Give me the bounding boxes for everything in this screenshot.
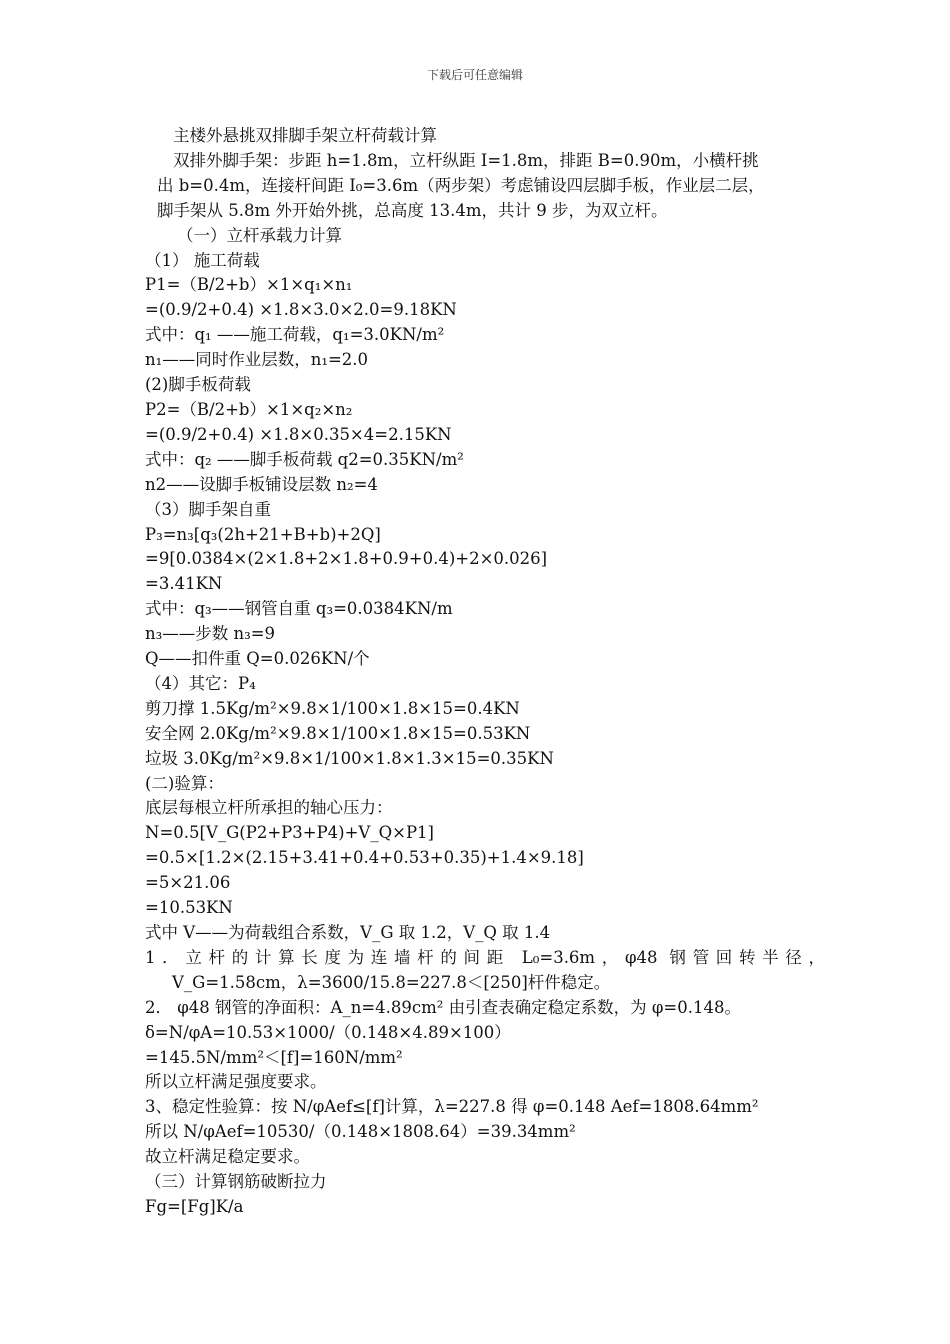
text-line: 底层每根立杆所承担的轴心压力： [145,798,393,818]
text-line: 1．立杆的计算长度为连墙杆的间距 L₀=3.6m，φ48 钢管回转半径， [145,947,825,967]
intro-line-2: 出 b=0.4m，连接杆间距 I₀=3.6m（两步架）考虑铺设四层脚手板，作业层二层， [157,175,765,195]
page-header: 下载后可任意编辑 [426,68,523,82]
text-line: （3）脚手架自重 [145,499,271,519]
formula-line: =0.5×[1.2×(2.15+3.41+0.4+0.53+0.35)+1.4×9.18] [145,848,584,868]
text-line: 故立杆满足稳定要求。 [145,1147,310,1167]
text-line: （4）其它：P₄ [145,673,256,693]
formula-line: P1=（B/2+b）×1×q₁×n₁ [145,275,353,295]
formula-line: =145.5N/mm²＜[f]=160N/mm² [145,1047,403,1067]
text-line: Q——扣件重 Q=0.026KN/个 [145,649,370,669]
text-line: 式中 V——为荷载组合系数，V_G 取 1.2，V_Q 取 1.4 [145,923,551,942]
section-heading-1: （一）立杆承载力计算 [177,225,342,245]
text-line: 垃圾 3.0Kg/m²×9.8×1/100×1.8×1.3×15=0.35KN [145,748,554,768]
text-line: （1） 施工荷载 [145,250,260,270]
text-line: 2． φ48 钢管的净面积：A_n=4.89cm² 由引查表确定稳定系数，为 φ=0.148。 [145,997,741,1017]
text-line: 3、稳定性验算：按 N/φAef≤[f]计算，λ=227.8 得 φ=0.148 Aef=1808.64mm² [145,1097,759,1117]
formula-line: δ=N/φA=10.53×1000/（0.148×4.89×100） [145,1022,511,1042]
text-line: 式中：q₃——钢管自重 q₃=0.0384KN/m [145,599,453,619]
formula-line: =(0.9/2+0.4) ×1.8×0.35×4=2.15KN [145,424,452,444]
intro-line-1: 双排外脚手架：步距 h=1.8m，立杆纵距 I=1.8m，排距 B=0.90m，小横杆挑 [173,150,759,170]
text-line: 剪刀撑 1.5Kg/m²×9.8×1/100×1.8×15=0.4KN [145,698,520,718]
formula-line: Fg=[Fg]K/a [145,1196,244,1216]
text-line: 所以 N/φAef=10530/（0.148×1808.64）=39.34mm² [145,1122,576,1142]
formula-line: =10.53KN [145,898,233,918]
text-line: (2)脚手板荷载 [145,375,251,395]
section-heading-2: (二)验算： [145,773,224,793]
document-body [145,124,825,1220]
text-line: n₁——同时作业层数，n₁=2.0 [145,350,369,370]
text-line: 式中：q₁ ——施工荷载，q₁=3.0KN/m² [145,325,445,345]
text-line: n2——设脚手板铺设层数 n₂=4 [145,474,378,494]
text-line: n₃——步数 n₃=9 [145,624,276,644]
formula-line: =3.41KN [145,574,223,594]
formula-line: P₃=n₃[q₃(2h+21+B+b)+2Q] [145,524,381,544]
section-heading-3: （三）计算钢筋破断拉力 [145,1172,327,1192]
formula-line: =5×21.06 [145,873,231,893]
text-line: 所以立杆满足强度要求。 [145,1072,327,1092]
document-title: 主楼外悬挑双排脚手架立杆荷载计算 [173,126,437,145]
text-line: 安全网 2.0Kg/m²×9.8×1/100×1.8×15=0.53KN [145,723,531,743]
formula-line: =(0.9/2+0.4) ×1.8×3.0×2.0=9.18KN [145,300,457,320]
formula-line: P2=（B/2+b）×1×q₂×n₂ [145,399,353,419]
formula-line: =9[0.0384×(2×1.8+2×1.8+0.9+0.4)+2×0.026] [145,549,548,569]
intro-line-3: 脚手架从 5.8m 外开始外挑，总高度 13.4m，共计 9 步，为双立杆。 [157,200,668,220]
formula-line: N=0.5[V_G(P2+P3+P4)+V_Q×P1] [145,823,434,843]
text-line: V_G=1.58cm，λ=3600/15.8=227.8＜[250]杆件稳定。 [172,972,611,992]
text-line: 式中：q₂ ——脚手板荷载 q2=0.35KN/m² [145,449,464,469]
